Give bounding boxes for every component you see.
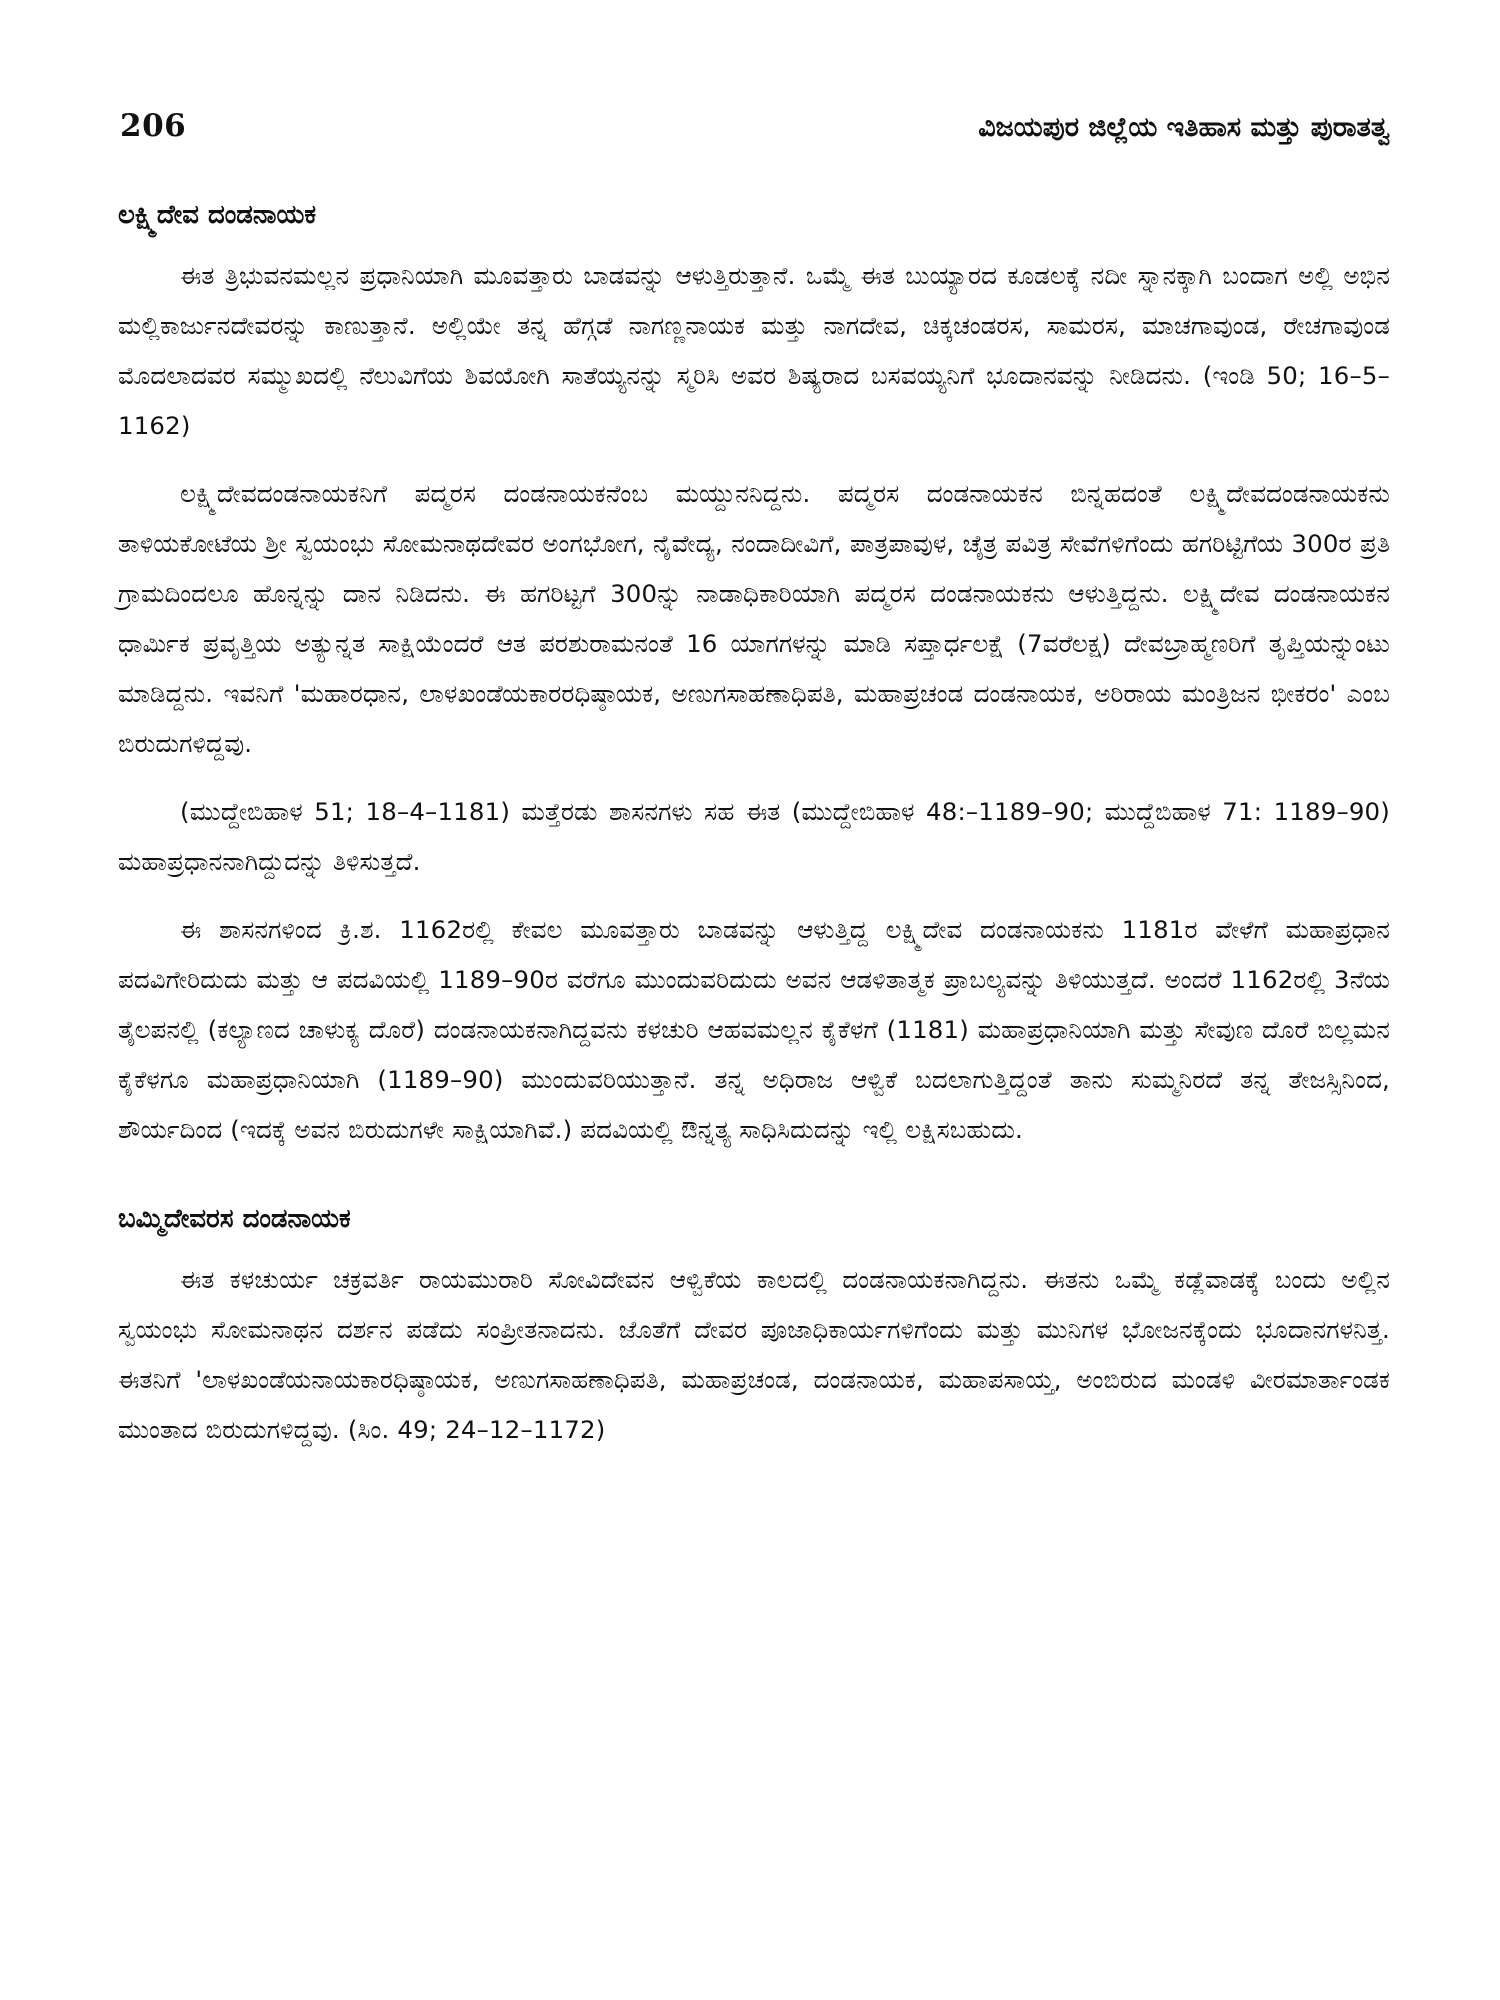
paragraph: ಲಕ್ಷ್ಮಿದೇವದಂಡನಾಯಕನಿಗೆ ಪದ್ಮರಸ ದಂಡನಾಯಕನೆಂಬ ಮಯ್ದುನನಿದ್ದನು. ಪದ್ಮರಸ ದಂಡನಾಯಕನ ಬಿನ್ನಹದಂತೆ ಲಕ್ಷ್ಮಿದೇವದಂಡನಾಯಕನು ತಾಳಿಯಕೋಟೆಯ ಶ್ರೀ ಸ್ವಯಂಭು ಸೋಮನಾಥದೇವರ ಅಂಗಭೋಗ, ನೈವೇದ್ಯ, ನಂದಾದೀವಿಗೆ, ಪಾತ್ರಪಾವುಳ, ಚೈತ್ರ ಪವಿತ್ರ ಸೇವೆಗಳಿಗೆಂದು ಹಗರಿಟ್ಟಿಗೆಯ 300ರ ಪ್ರತಿ ಗ್ರಾಮದಿಂದಲೂ ಹೊನ್ನನ್ನು ದಾನ ನಿಡಿದನು. ಈ ಹಗರಿಟ್ಟಗೆ 300ನ್ನು ನಾಡಾಧಿಕಾರಿಯಾಗಿ ಪದ್ಮರಸ ದಂಡನಾಯಕನು ಆಳುತ್ತಿದ್ದನು. ಲಕ್ಷ್ಮಿದೇವ ದಂಡನಾಯಕನ ಧಾರ್ಮಿಕ ಪ್ರವೃತ್ತಿಯ ಅತ್ಯುನ್ನತ ಸಾಕ್ಷಿಯೆಂದರೆ ಆತ ಪರಶುರಾಮನಂತೆ 16 ಯಾಗಗಳನ್ನು ಮಾಡಿ ಸಪ್ತಾರ್ಧಲಕ್ಷೆ (7ವರೆಲಕ್ಷ) ದೇವಬ್ರಾಹ್ಮಣರಿಗೆ ತೃಪ್ತಿಯನ್ನುಂಟು ಮಾಡಿದ್ದನು. ಇವನಿಗೆ 'ಮಹಾರಧಾನ, ಲಾಳಖಂಡೆಯಕಾರರಧಿಷ್ಠಾಯಕ, ಅಣುಗಸಾಹಣಾಧಿಪತಿ, ಮಹಾಪ್ರಚಂಡ ದಂಡನಾಯಕ, ಅರಿರಾಯ ಮಂತ್ರಿಜನ ಭೀಕರಂ' ಎಂಬ ಬಿರುದುಗಳಿದ್ದವು.: [118, 479, 1390, 758]
paragraph: (ಮುದ್ದೇಬಿಹಾಳ 51; 18–4–1181) ಮತ್ತೆರಡು ಶಾಸನಗಳು ಸಹ ಈತ (ಮುದ್ದೇಬಿಹಾಳ 48:–1189–90; ಮುದ್ದೆಬಿಹಾಳ 71: 1189–90) ಮಹಾಪ್ರಧಾನನಾಗಿದ್ದುದನ್ನು ತಿಳಿಸುತ್ತದೆ.: [118, 797, 1390, 876]
paragraph: ಈತ ತ್ರಿಭುವನಮಲ್ಲನ ಪ್ರಧಾನಿಯಾಗಿ ಮೂವತ್ತಾರು ಬಾಡವನ್ನು ಆಳುತ್ತಿರುತ್ತಾನೆ. ಒಮ್ಮೆ ಈತ ಬುಯ್ಯಾರದ ಕೂಡಲಕ್ಕೆ ನದೀ ಸ್ನಾನಕ್ಕಾಗಿ ಬಂದಾಗ ಅಲ್ಲಿ ಅಭಿನ ಮಲ್ಲಿಕಾರ್ಜುನದೇವರನ್ನು ಕಾಣುತ್ತಾನೆ. ಅಲ್ಲಿಯೇ ತನ್ನ ಹೆಗ್ಗಡೆ ನಾಗಣ್ಣನಾಯಕ ಮತ್ತು ನಾಗದೇವ, ಚಿಕ್ಕಚಂಡರಸ, ಸಾಮರಸ, ಮಾಚಗಾವುಂಡ, ರೇಚಗಾವುಂಡ ಮೊದಲಾದವರ ಸಮ್ಮುಖದಲ್ಲಿ ನೆಲುವಿಗೆಯ ಶಿವಯೋಗಿ ಸಾತೆಯ್ಯನನ್ನು ಸ್ಮರಿಸಿ ಅವರ ಶಿಷ್ಯರಾದ ಬಸವಯ್ಯನಿಗೆ ಭೂದಾನವನ್ನು ನೀಡಿದನು. (ಇಂಡಿ 50; 16–5–1162): [118, 261, 1390, 440]
section-bammidevarasa-dandanayaka: [118, 1199, 1390, 1455]
paragraph: ಈ ಶಾಸನಗಳಿಂದ ಕ್ರಿ.ಶ. 1162ರಲ್ಲಿ ಕೇವಲ ಮೂವತ್ತಾರು ಬಾಡವನ್ನು ಆಳುತ್ತಿದ್ದ ಲಕ್ಷ್ಮಿದೇವ ದಂಡನಾಯಕನು 1181ರ ವೇಳೆಗೆ ಮಹಾಪ್ರಧಾನ ಪದವಿಗೇರಿದುದು ಮತ್ತು ಆ ಪದವಿಯಲ್ಲಿ 1189–90ರ ವರೆಗೂ ಮುಂದುವರಿದುದು ಅವನ ಆಡಳಿತಾತ್ಮಕ ಪ್ರಾಬಲ್ಯವನ್ನು ತಿಳಿಯುತ್ತದೆ. ಅಂದರೆ 1162ರಲ್ಲಿ 3ನೆಯ ತೈಲಪನಲ್ಲಿ (ಕಲ್ಯಾಣದ ಚಾಳುಕ್ಯ ದೊರೆ) ದಂಡನಾಯಕನಾಗಿದ್ದವನು ಕಳಚುರಿ ಆಹವಮಲ್ಲನ ಕೈಕೆಳಗೆ (1181) ಮಹಾಪ್ರಧಾನಿಯಾಗಿ ಮತ್ತು ಸೇವುಣ ದೊರೆ ಬಿಲ್ಲಮನ ಕೈಕೆಳಗೂ ಮಹಾಪ್ರಧಾನಿಯಾಗಿ (1189–90) ಮುಂದುವರಿಯುತ್ತಾನೆ. ತನ್ನ ಅಧಿರಾಜ ಆಳ್ವಿಕೆ ಬದಲಾಗುತ್ತಿದ್ದಂತೆ ತಾನು ಸುಮ್ಮನಿರದೆ ತನ್ನ ತೇಜಸ್ಸಿನಿಂದ, ಶೌರ್ಯದಿಂದ (ಇದಕ್ಕೆ ಅವನ ಬಿರುದುಗಳೇ ಸಾಕ್ಷಿಯಾಗಿವೆ.) ಪದವಿಯಲ್ಲಿ ಔನ್ನತ್ಯ ಸಾಧಿಸಿದುದನ್ನು ಇಲ್ಲಿ ಲಕ್ಷಿಸಬಹುದು.: [118, 915, 1391, 1144]
paragraph: ಈತ ಕಳಚುರ್ಯ ಚಕ್ರವರ್ತಿ ರಾಯಮುರಾರಿ ಸೋವಿದೇವನ ಆಳ್ವಿಕೆಯ ಕಾಲದಲ್ಲಿ ದಂಡನಾಯಕನಾಗಿದ್ದನು. ಈತನು ಒಮ್ಮೆ ಕಡ್ಲೆವಾಡಕ್ಕೆ ಬಂದು ಅಲ್ಲಿನ ಸ್ವಯಂಭು ಸೋಮನಾಥನ ದರ್ಶನ ಪಡೆದು ಸಂಪ್ರೀತನಾದನು. ಜೊತೆಗೆ ದೇವರ ಪೂಜಾಧಿಕಾರ್ಯಗಳಿಗೆಂದು ಮತ್ತು ಮುನಿಗಳ ಭೋಜನಕ್ಕೆಂದು ಭೂದಾನಗಳನಿತ್ತ. ಈತನಿಗೆ 'ಲಾಳಖಂಡೆಯನಾಯಕಾರಧಿಷ್ಠಾಯಕ, ಅಣುಗಸಾಹಣಾಧಿಪತಿ, ಮಹಾಪ್ರಚಂಡ, ದಂಡನಾಯಕ, ಮಹಾಪಸಾಯ್ತ, ಅಂಬಿರುದ ಮಂಡಳಿ ವೀರಮಾರ್ತಾಂಡಕ ಮುಂತಾದ ಬಿರುದುಗಳಿದ್ದವು. (ಸಿಂ. 49; 24–12–1172): [118, 1265, 1390, 1444]
page-body: [118, 195, 1390, 1473]
book-title: ವಿಜಯಪುರ ಜಿಲ್ಲೆಯ ಇತಿಹಾಸ ಮತ್ತು ಪುರಾತತ್ವ: [978, 112, 1390, 143]
section-heading: ಬಮ್ಮಿದೇವರಸ ದಂಡನಾಯಕ: [118, 1204, 351, 1234]
section-heading: ಲಕ್ಷ್ಮಿದೇವ ದಂಡನಾಯಕ: [118, 200, 317, 230]
running-head: [120, 108, 1390, 158]
section-lakshmideva-dandanayaka: [118, 195, 1390, 1155]
page-number: 206: [120, 108, 187, 144]
